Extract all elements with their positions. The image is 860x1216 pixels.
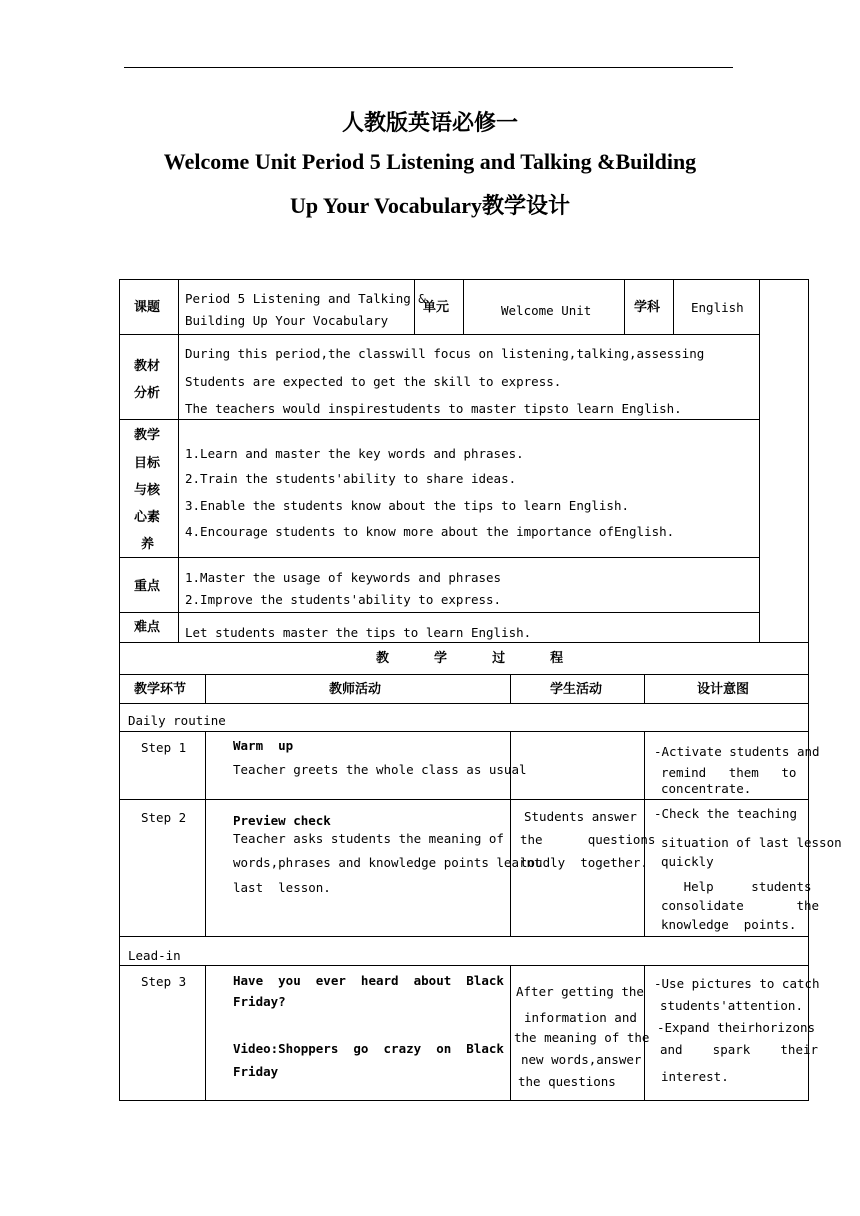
doc-title-line2: Welcome Unit Period 5 Listening and Talking &Building	[163, 149, 697, 174]
step3-teacher-line4: Friday	[233, 1064, 279, 1079]
col-header-purpose: 设计意图	[697, 682, 750, 697]
danyuan-label: 单元	[423, 300, 450, 315]
step3-student-line2: information and	[524, 1010, 637, 1025]
section-daily-routine: Daily routine	[128, 713, 226, 728]
step3-teacher-line1: Have you ever heard about Black	[233, 973, 504, 988]
jiaocai-value-line1: During this period,the classwill focus on listening,talking,assessing	[185, 346, 705, 361]
zhongdian-item-2: 2.Improve the students'ability to express.	[185, 592, 502, 607]
step1-purpose-line1: -Activate students and	[654, 744, 820, 759]
step2-teacher-line2: words,phrases and knowledge points learnt	[233, 855, 542, 870]
doc-title-line1: 人教版英语必修一	[341, 110, 518, 135]
xueke-label: 学科	[634, 300, 661, 315]
zhongdian-item-1: 1.Master the usage of keywords and phrases	[185, 570, 502, 585]
mubiao-label-line2: 目标	[134, 456, 161, 471]
nandian-label: 难点	[134, 620, 161, 635]
step2-purpose-line3: quickly	[661, 854, 714, 869]
jiaocai-value-line3: The teachers would inspirestudents to master tipsto learn English.	[185, 401, 682, 416]
doc-title-line3: Up Your Vocabulary教学设计	[290, 193, 570, 218]
mubiao-label-line5: 养	[141, 537, 155, 552]
xueke-value: English	[691, 300, 744, 315]
section-lead-in: Lead-in	[128, 948, 181, 963]
step3-teacher-line2: Friday?	[233, 994, 286, 1009]
step3-purpose-line2: students'attention.	[660, 998, 803, 1013]
step1-purpose-line2: remind them to	[661, 765, 797, 780]
step3-purpose-line4: and spark their	[660, 1042, 819, 1057]
jiaocai-value-line2: Students are expected to get the skill to express.	[185, 374, 562, 389]
step3-purpose-line5: interest.	[661, 1069, 729, 1084]
step2-student-line2: the questions	[520, 832, 656, 847]
step2-purpose-line6: knowledge points.	[661, 917, 797, 932]
mubiao-label-line3: 与核	[134, 483, 161, 498]
keti-value-line1: Period 5 Listening and Talking &	[185, 291, 426, 306]
mubiao-item-4: 4.Encourage students to know more about the importance ofEnglish.	[185, 524, 675, 539]
step1-teacher-title: Warm up	[233, 738, 294, 753]
step2-teacher-line1: Teacher asks students the meaning of	[233, 831, 504, 846]
step3-purpose-line3: -Expand theirhorizons	[657, 1020, 816, 1035]
jiaocai-label-line1: 教材	[134, 359, 161, 374]
step2-student-line3: loudly together.	[520, 855, 648, 870]
step2-label: Step 2	[141, 810, 187, 825]
danyuan-value: Welcome Unit	[501, 303, 592, 318]
step3-student-line3: the meaning of the	[514, 1030, 650, 1045]
step2-purpose-line5: consolidate the	[661, 898, 820, 913]
nandian-value: Let students master the tips to learn English.	[185, 625, 532, 640]
step2-teacher-line3: last lesson.	[233, 880, 331, 895]
mubiao-label-line1: 教学	[134, 428, 161, 443]
header-rule	[124, 67, 733, 68]
jiaocai-label-line2: 分析	[134, 386, 161, 401]
mubiao-item-2: 2.Train the students'ability to share ideas.	[185, 471, 517, 486]
step3-teacher-line3: Video:Shoppers go crazy on Black	[233, 1041, 504, 1056]
keti-label: 课题	[134, 300, 161, 315]
step3-label: Step 3	[141, 974, 187, 989]
zhongdian-label: 重点	[134, 579, 161, 594]
step1-purpose-line3: concentrate.	[661, 781, 752, 796]
step3-student-line1: After getting the	[516, 984, 644, 999]
step3-student-line5: the questions	[518, 1074, 616, 1089]
step2-purpose-line1: -Check the teaching	[654, 806, 797, 821]
mubiao-label-line4: 心素	[134, 510, 161, 525]
step3-student-line4: new words,answer	[521, 1052, 642, 1067]
step2-student-line1: Students answer	[524, 809, 637, 824]
step2-purpose-line2: situation of last lesson	[661, 835, 842, 850]
mubiao-item-3: 3.Enable the students know about the tips to learn English.	[185, 498, 630, 513]
step1-teacher-text: Teacher greets the whole class as usual	[233, 762, 527, 777]
mubiao-item-1: 1.Learn and master the key words and phrases.	[185, 446, 524, 461]
step3-purpose-line1: -Use pictures to catch	[654, 976, 820, 991]
col-header-stage: 教学环节	[134, 682, 187, 697]
keti-value-line2: Building Up Your Vocabulary	[185, 313, 389, 328]
step2-purpose-line4: Help students	[661, 879, 812, 894]
step1-label: Step 1	[141, 740, 187, 755]
col-header-student: 学生活动	[550, 682, 603, 697]
col-header-teacher: 教师活动	[329, 682, 382, 697]
process-heading: 教 学 过 程	[376, 651, 564, 666]
step2-teacher-title: Preview check	[233, 813, 331, 828]
